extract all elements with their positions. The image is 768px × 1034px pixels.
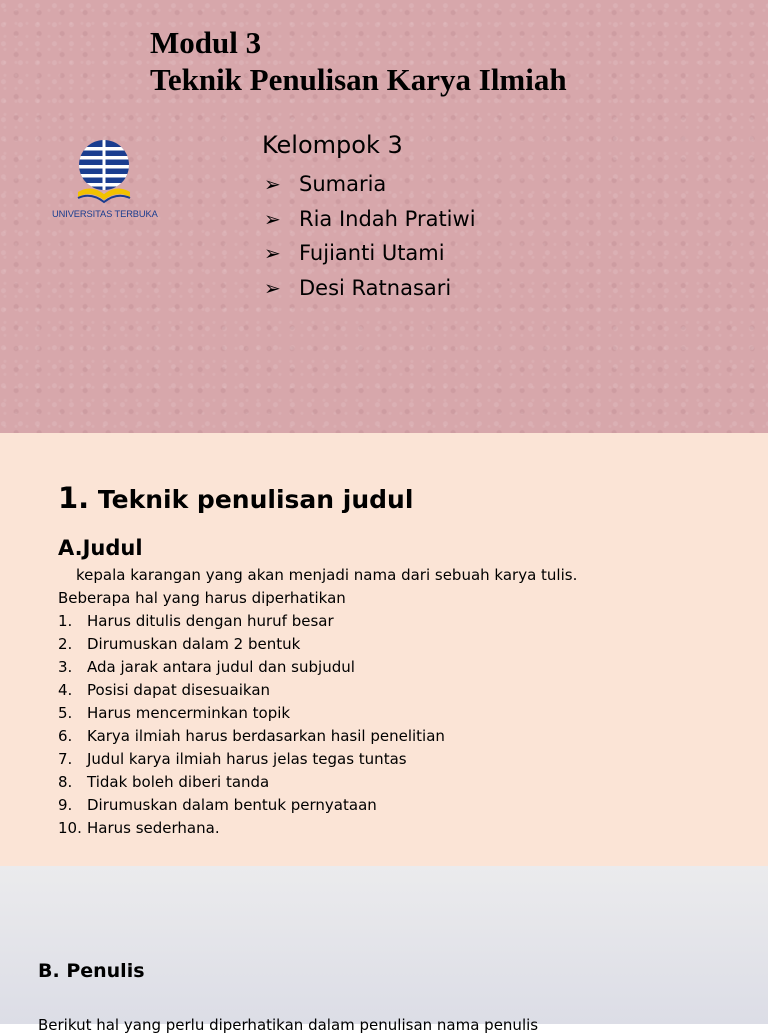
rule-text: Judul karya ilmiah harus jelas tegas tuntas <box>87 750 407 768</box>
rule-item <box>58 818 445 841</box>
group-title: Kelompok 3 <box>262 131 403 159</box>
arrow-bullet-icon: ➢ <box>264 172 281 196</box>
rule-item <box>58 634 445 657</box>
rule-number: 10. <box>58 819 82 837</box>
arrow-bullet-icon: ➢ <box>264 206 281 231</box>
member-name: Desi Ratnasari <box>299 275 452 300</box>
arrow-bullet-icon: ➢ <box>264 275 281 300</box>
rule-item <box>58 611 445 634</box>
module-title-line1: Modul 3 <box>150 25 262 60</box>
slide-author <box>0 866 768 1034</box>
rule-item <box>58 726 445 749</box>
globe-book-icon <box>72 136 136 208</box>
rule-item <box>58 703 445 726</box>
note-text: Beberapa hal yang harus diperhatikan <box>58 589 346 607</box>
rule-number: 6. <box>58 727 73 745</box>
member-list <box>264 167 476 305</box>
rule-text: Ada jarak antara judul dan subjudul <box>87 658 355 676</box>
member-name: Sumaria <box>299 172 387 196</box>
rule-item <box>58 657 445 680</box>
rule-text: Tidak boleh diberi tanda <box>87 773 270 791</box>
member-item <box>264 202 476 237</box>
member-name: Ria Indah Pratiwi <box>299 206 476 231</box>
rule-number: 1. <box>58 612 73 630</box>
rule-number: 8. <box>58 773 73 791</box>
rule-text: Posisi dapat disesuaikan <box>87 681 271 699</box>
rule-number: 3. <box>58 658 73 676</box>
subsection-title: A.Judul <box>58 536 143 560</box>
definition-text: kepala karangan yang akan menjadi nama dari sebuah karya tulis. <box>76 566 578 584</box>
rule-item <box>58 749 445 772</box>
rule-text: Karya ilmiah harus berdasarkan hasil penelitian <box>87 727 445 745</box>
section-number: 1. <box>58 481 90 515</box>
rule-text: Harus mencerminkan topik <box>87 704 291 722</box>
rule-text: Harus sederhana. <box>87 819 220 837</box>
slide-title <box>0 0 768 433</box>
arrow-bullet-icon: ➢ <box>264 241 281 265</box>
section-title: B. Penulis <box>38 960 145 982</box>
rule-text: Harus ditulis dengan huruf besar <box>87 612 334 630</box>
rule-text: Dirumuskan dalam 2 bentuk <box>87 635 301 653</box>
member-name: Fujianti Utami <box>299 241 445 265</box>
rule-item <box>58 795 445 818</box>
member-item <box>264 236 476 271</box>
university-logo <box>52 136 156 224</box>
rule-number: 5. <box>58 704 73 722</box>
section-title <box>58 481 413 515</box>
rule-text: Dirumuskan dalam bentuk pernyataan <box>87 796 377 814</box>
slide-title-technique <box>0 433 768 866</box>
body-text: Berikut hal yang perlu diperhatikan dalam penulisan nama penulis <box>38 1016 539 1034</box>
rule-item <box>58 680 445 703</box>
logo-text: UNIVERSITAS TERBUKA <box>52 209 158 219</box>
module-title <box>150 24 567 98</box>
rule-list <box>58 611 445 841</box>
member-item <box>264 167 476 202</box>
rule-number: 9. <box>58 796 73 814</box>
rule-number: 2. <box>58 635 73 653</box>
rule-item <box>58 772 445 795</box>
member-item <box>264 271 476 306</box>
module-title-line2: Teknik Penulisan Karya Ilmiah <box>150 62 567 97</box>
rule-number: 4. <box>58 681 73 699</box>
section-title-text: Teknik penulisan judul <box>97 485 414 514</box>
rule-number: 7. <box>58 750 73 768</box>
